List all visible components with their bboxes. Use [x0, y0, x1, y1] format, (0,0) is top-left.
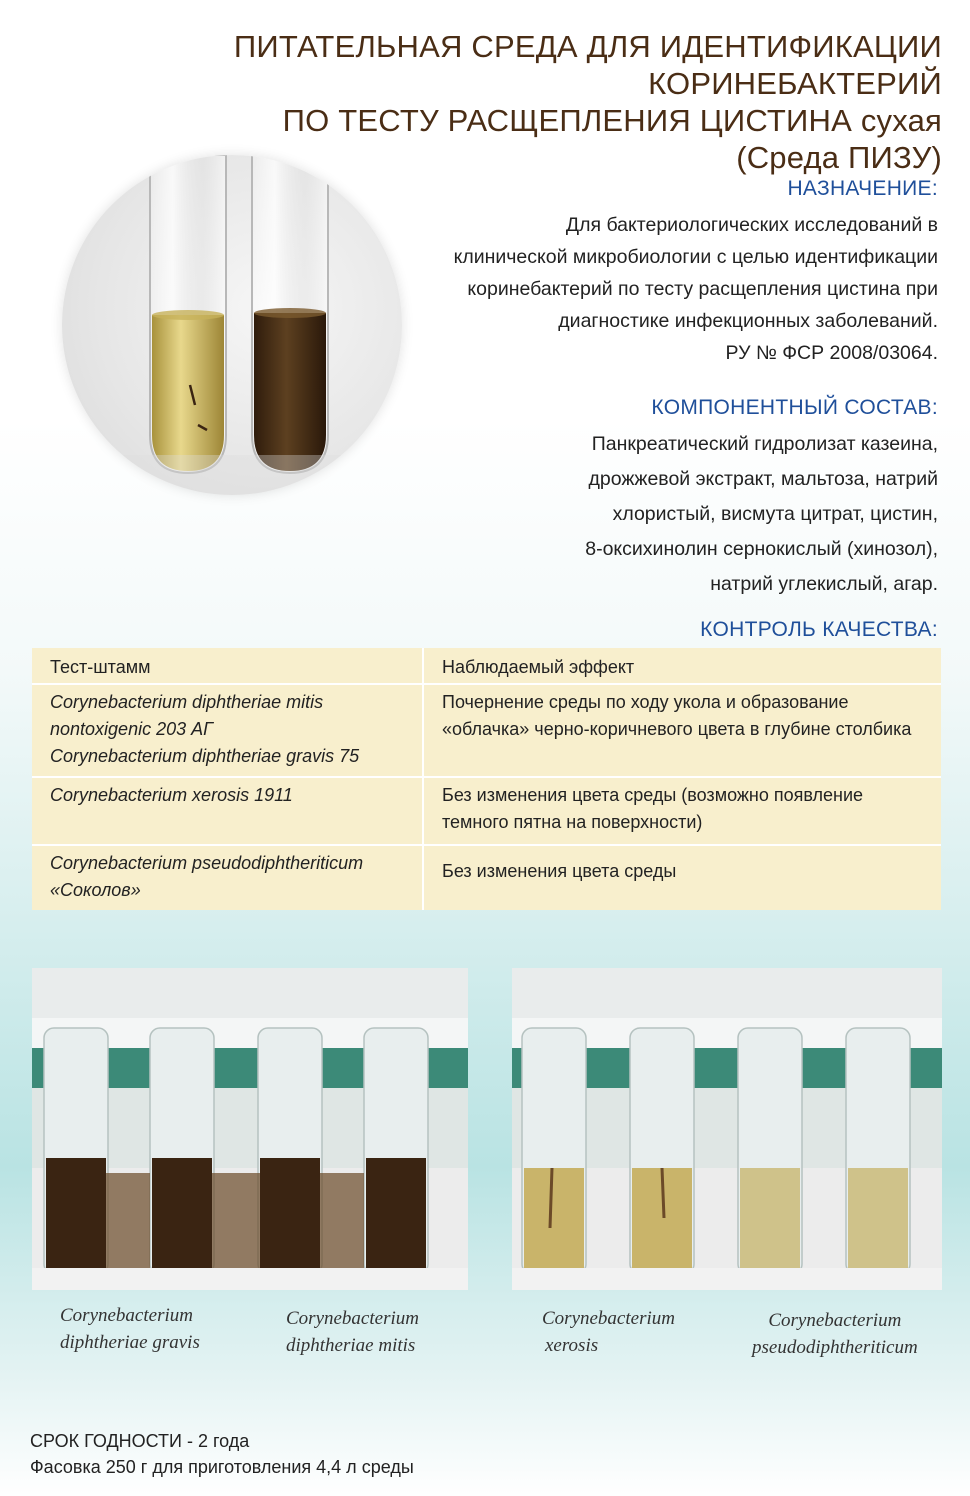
purpose-heading: НАЗНАЧЕНИЕ:: [787, 177, 938, 200]
title-line-3: (Среда ПИЗУ): [736, 140, 942, 175]
composition-line: 8-оксихинолин сернокислый (хинозол),: [585, 538, 938, 560]
effect-line: Без изменения цвета среды: [442, 861, 677, 881]
dark-tubes-illustration: [32, 968, 468, 1290]
effect-line: Почернение среды по ходу укола и образование: [442, 692, 849, 712]
strain-cell: [32, 845, 423, 910]
purpose-text: [454, 209, 938, 369]
composition-text: [585, 427, 938, 602]
table-row: [32, 777, 941, 845]
photo-dark-tubes: [32, 968, 468, 1290]
composition-heading: КОМПОНЕНТНЫЙ СОСТАВ:: [651, 396, 938, 419]
caption-line: xerosis: [545, 1335, 599, 1356]
caption-line: diphtheriae gravis: [60, 1332, 200, 1353]
caption-xerosis: [542, 1305, 675, 1359]
caption-gravis: [60, 1302, 200, 1356]
strain-line: Corynebacterium pseudodiphtheriticum: [50, 853, 364, 873]
caption-line: Corynebacterium: [768, 1310, 902, 1331]
purpose-line: Для бактериологических исследований в: [565, 214, 938, 236]
composition-line: дрожжевой экстракт, мальтоза, натрий: [588, 468, 938, 490]
footer: [30, 1428, 414, 1480]
caption-line: Corynebacterium: [542, 1308, 675, 1329]
strain-line: nontoxigenic 203 АГ: [50, 719, 213, 739]
caption-line: Corynebacterium: [60, 1305, 193, 1326]
purpose-line: клинической микробиологии с целью идентификации: [453, 246, 938, 268]
effect-cell: [423, 777, 941, 845]
effect-line: Без изменения цвета среды (возможно появление: [442, 785, 864, 805]
title-line-1: ПИТАТЕЛЬНАЯ СРЕДА ДЛЯ ИДЕНТИФИКАЦИИ КОРИНЕБАКТЕРИЙ: [233, 29, 942, 101]
composition-line: Панкреатический гидролизат казеина,: [591, 433, 938, 455]
composition-line: натрий углекислый, агар.: [710, 573, 938, 595]
caption-line: diphtheriae mitis: [286, 1335, 416, 1356]
caption-line: Corynebacterium: [286, 1308, 419, 1329]
table-row: [32, 684, 941, 777]
registration-number: РУ № ФСР 2008/03064.: [725, 342, 938, 364]
composition-line: хлористый, висмута цитрат, цистин,: [612, 503, 938, 525]
caption-pseudodiphtheriticum: [752, 1307, 918, 1361]
quality-heading: КОНТРОЛЬ КАЧЕСТВА:: [700, 618, 938, 641]
effect-line: «облачка» черно-коричневого цвета в глубине столбика: [442, 719, 912, 739]
strain-cell: [32, 684, 423, 777]
strain-line: Corynebacterium xerosis 1911: [50, 785, 293, 805]
packaging-info: Фасовка 250 г для приготовления 4,4 л среды: [30, 1457, 414, 1477]
table-row: [32, 845, 941, 910]
table-header-row: [32, 648, 941, 684]
strain-line: Corynebacterium diphtheriae gravis 75: [50, 746, 360, 766]
column-header-strain: Тест-штамм: [50, 657, 151, 677]
purpose-line: диагностике инфекционных заболеваний.: [558, 310, 938, 332]
strain-line: Corynebacterium diphtheriae mitis: [50, 692, 324, 712]
test-tubes-illustration: [62, 155, 402, 495]
shelf-life: СРОК ГОДНОСТИ - 2 года: [30, 1431, 250, 1451]
caption-mitis: [286, 1305, 419, 1359]
light-tubes-illustration: [512, 968, 942, 1290]
quality-table: [32, 648, 941, 910]
purpose-line: коринебактерий по тесту расщепления цистина при: [467, 278, 938, 300]
strain-line: «Соколов»: [50, 880, 141, 900]
test-tubes-photo: [62, 155, 402, 495]
effect-cell: [423, 845, 941, 910]
caption-line: pseudodiphtheriticum: [752, 1337, 918, 1358]
effect-line: темного пятна на поверхности): [442, 812, 703, 832]
page-title: [0, 28, 942, 176]
title-line-2: ПО ТЕСТУ РАСЩЕПЛЕНИЯ ЦИСТИНА сухая: [282, 103, 942, 138]
effect-cell: [423, 684, 941, 777]
column-header-effect: Наблюдаемый эффект: [423, 648, 941, 684]
photo-light-tubes: [512, 968, 942, 1290]
strain-cell: [32, 777, 423, 845]
